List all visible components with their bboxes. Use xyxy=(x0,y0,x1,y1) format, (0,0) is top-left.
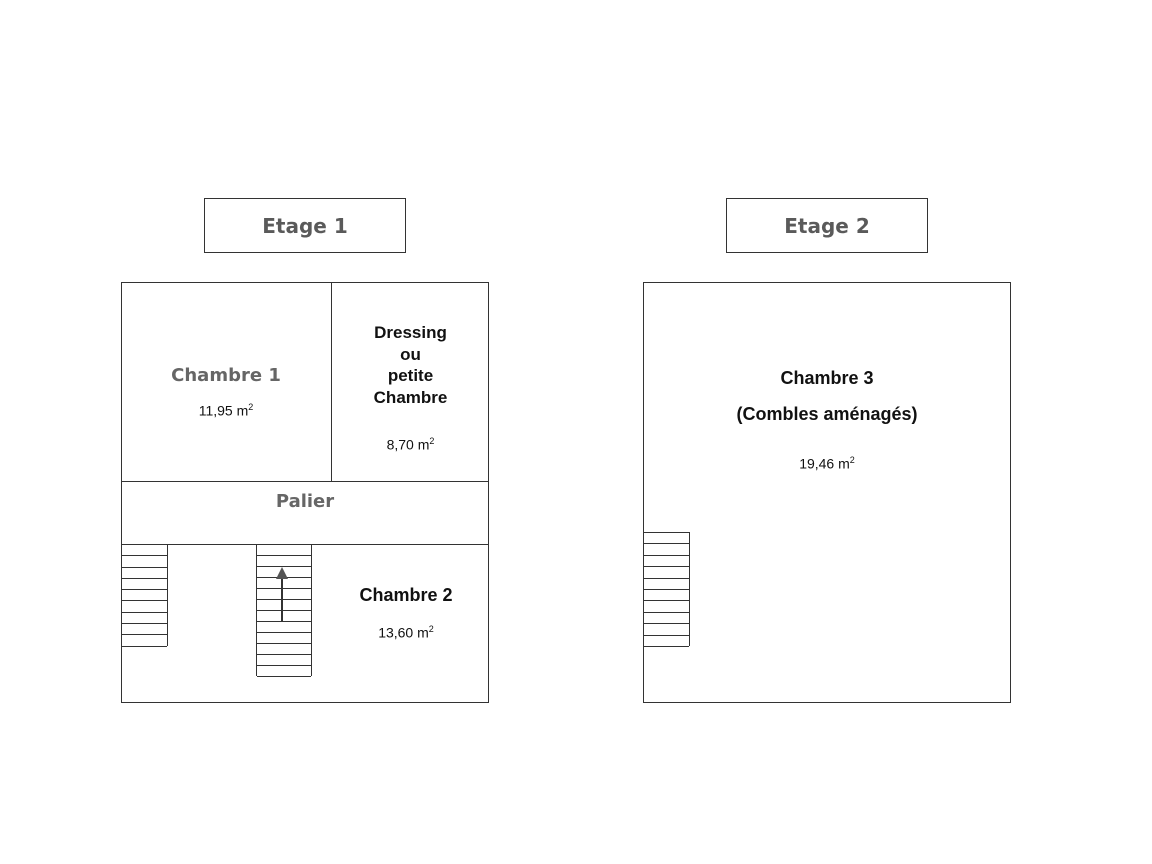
floor1-title xyxy=(204,198,406,253)
floor2-plan xyxy=(643,282,1011,703)
wall-top-palier xyxy=(121,481,489,482)
floor2-title xyxy=(726,198,928,253)
chambre2-name: Chambre 2 xyxy=(359,585,453,605)
staircase-left-floor1 xyxy=(121,544,168,646)
dressing-name-line4: Chambre xyxy=(373,387,448,407)
dressing-name xyxy=(332,322,489,408)
chambre3-area xyxy=(643,455,1011,472)
chambre1-area-value: 11,95 m xyxy=(198,402,249,419)
dressing-name-line2: ou xyxy=(400,344,421,364)
chambre2-area xyxy=(330,624,482,641)
dressing-name-line3: petite xyxy=(387,366,434,385)
dressing-area xyxy=(332,436,489,453)
chambre1-area-exp: 2 xyxy=(248,402,254,412)
staircase-floor2 xyxy=(643,532,690,646)
dressing-area-exp: 2 xyxy=(429,436,435,446)
chambre1-area xyxy=(121,402,331,419)
chambre2-area-value: 13,60 m xyxy=(378,624,429,641)
chambre3-name: Chambre 3 xyxy=(780,368,874,388)
chambre3-area-value: 19,46 m xyxy=(799,455,850,472)
floor1-title-text: Etage 1 xyxy=(262,213,348,238)
arrow-up-icon xyxy=(272,566,292,624)
floor2-title-text: Etage 2 xyxy=(784,213,870,238)
chambre3-area-exp: 2 xyxy=(849,455,855,465)
chambre3-subtitle: (Combles aménagés) xyxy=(736,404,918,424)
dressing-name-line1: Dressing xyxy=(374,323,447,342)
chambre1-name: Chambre 1 xyxy=(171,365,281,386)
dressing-area-value: 8,70 m xyxy=(386,436,430,453)
chambre2-area-exp: 2 xyxy=(428,624,434,634)
palier-name: Palier xyxy=(275,491,335,512)
